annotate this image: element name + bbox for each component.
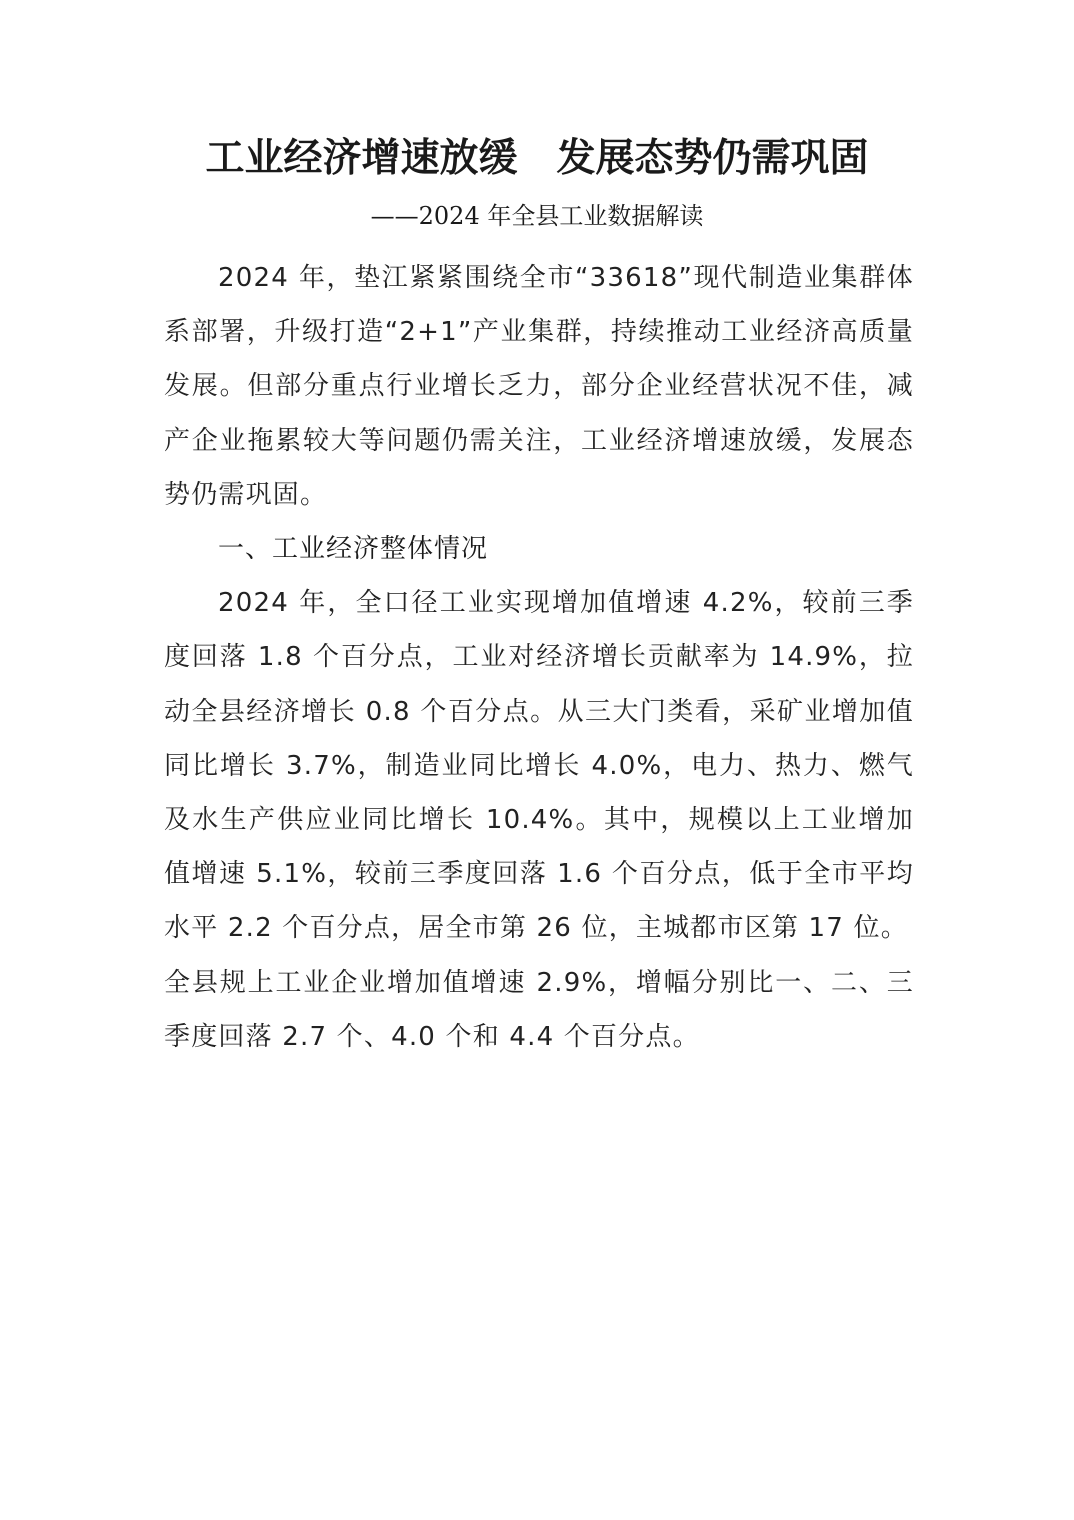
section-paragraph-continued: 全县规上工业企业增加值增速 2.9%，增幅分别比一、二、三季度回落 2.7 个、4.0 个和 4.4 个百分点。 [164, 967, 914, 1052]
intro-paragraph: 2024 年，垫江紧紧围绕全市“33618”现代制造业集群体系部署，升级打造“2+1”产业集群，持续推动工业经济高质量发展。但部分重点行业增长乏力，部分企业经营状况不佳，减产企业拖累较大等问题仍需关注，工业经济增速放缓，发展态势仍需巩固。 [164, 263, 914, 510]
section-paragraph: 2024 年，全口径工业实现增加值增速 4.2%，较前三季度回落 1.8 个百分点，工业对经济增长贡献率为 14.9%，拉动全县经济增长 0.8 个百分点。从三大门类看，采矿业增加值同比增长 3.7%，制造业同比增长 4.0%，电力、热力、燃气及水生产供应业同比增长 10.4%。其中，规模以上工业增加值增速 5.1%，较前三季度回落 1.6 个百分点，低于全市平均水平 2.2 个百分点，居全市第 26 位，主城都市区第 17 位。 [164, 588, 914, 944]
section-heading: 一、工业经济整体情况 [218, 534, 489, 565]
document-body [164, 251, 914, 1064]
document-title: 工业经济增速放缓 发展态势仍需巩固 [205, 135, 869, 181]
document-subtitle: ——2024 年全县工业数据解读 [370, 202, 704, 230]
